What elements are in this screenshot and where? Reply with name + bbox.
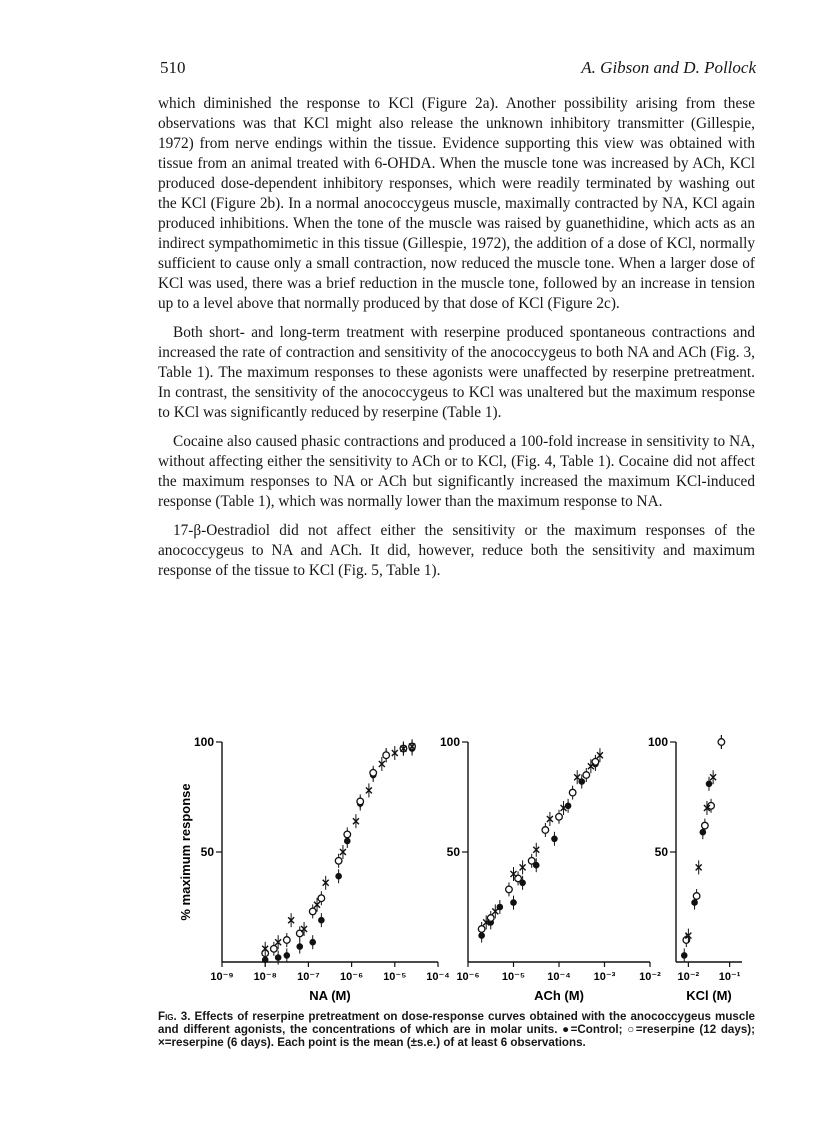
x-tick-label: 10⁻⁶ xyxy=(456,971,480,983)
control-point xyxy=(309,939,316,946)
reserpine-12d-point xyxy=(506,886,513,893)
reserpine-12d-point xyxy=(335,858,342,865)
body-text xyxy=(158,94,755,590)
control-point xyxy=(318,917,325,924)
running-head: A. Gibson and D. Pollock xyxy=(581,58,756,77)
paragraph-3: Cocaine also caused phasic contractions and produced a 100-fold increase in sensitivity to NA, without affecting either the sensitivity to ACh or to KCl, (Fig. 4, Table 1). Cocaine did not affect the maximum responses to NA or ACh but significantly increased the maximum KCl-induced response (Table 1), which was normally lower than the maximum response to NA. xyxy=(158,433,755,510)
x-axis-label: KCl (M) xyxy=(686,988,732,1003)
control-point xyxy=(510,899,517,906)
control-point xyxy=(275,954,282,961)
reserpine-12d-point xyxy=(318,895,325,902)
x-tick-label: 10⁻² xyxy=(639,971,661,983)
y-tick-label: 50 xyxy=(446,845,460,859)
paragraph-2: Both short- and long-term treatment with reserpine produced spontaneous contractions and increased the rate of contraction and sensitivity of the anococcygeus to both NA and ACh (Fig. 3, Table 1). The maximum responses to these agonists were unaffected by reserpine pretreatment. In contrast, the sensitivity of the anococcygeus to KCl was unaltered but the maximum response to KCl was significantly reduced by reserpine (Table 1). xyxy=(158,324,755,421)
x-tick-label: 10⁻⁹ xyxy=(210,971,234,983)
figure-caption xyxy=(158,1010,755,1049)
reserpine-12d-point xyxy=(693,893,700,900)
control-point xyxy=(335,873,342,880)
paragraph-1: which diminished the response to KCl (Figure 2a). Another possibility arising from these observations was that KCl might also release the unknown inhibitory transmitter (Gillespie, 1972) from nerve endings within the tissue. Evidence supporting this view was obtained with tissue from an animal treated with 6-OHDA. When the muscle tone was increased by ACh, KCl produced dose-dependent inhibitory responses, which were readily terminated by washing out the KCl (Figure 2b). In a normal anococcygeus muscle, maximally contracted by NA, KCl again produced inhibitions. When the tone of the muscle was raised by guanethidine, which acts as an indirect sympathomimetic in this tissue (Gillespie, 1972), the addition of a dose of KCl, normally sufficient to cause only a small contraction, now reduced the muscle tone. When a larger dose of KCl was used, there was a brief reduction in the muscle tone, followed by an increase in tension up to a level above that normally produced by that dose of KCl (Figure 2c). xyxy=(158,95,755,312)
control-point xyxy=(706,781,713,788)
reserpine-12d-point xyxy=(478,926,485,933)
y-tick-label: 100 xyxy=(439,735,460,749)
reserpine-12d-point xyxy=(569,789,576,796)
reserpine-12d-point xyxy=(344,831,351,838)
figure-3 xyxy=(150,728,766,1008)
reserpine-12d-point xyxy=(718,739,725,746)
x-tick-label: 10⁻⁵ xyxy=(383,971,407,983)
y-tick-label: 50 xyxy=(200,845,214,859)
caption-label: Fig. 3. xyxy=(158,1010,191,1023)
caption-text: Effects of reserpine pretreatment on dose-response curves obtained with the anococcygeus muscle and different agonists, the concentrations of which are in molar units. ●=Control; ○=reserpine (12 days); ×=reserpine (6 days). Each point is the mean (±s.e.) of at least 6 observations. xyxy=(158,1010,755,1049)
x-axis-label: NA (M) xyxy=(309,988,351,1003)
x-tick-label: 10⁻⁵ xyxy=(501,971,526,983)
control-point xyxy=(551,836,558,843)
y-axis-label: % maximum response xyxy=(178,783,193,921)
x-tick-label: 10⁻³ xyxy=(593,971,616,983)
reserpine-12d-point xyxy=(528,858,535,865)
paragraph-4: 17-β-Oestradiol did not affect either the sensitivity or the maximum responses of the anococcygeus to NA and ACh. It did, however, reduce both the sensitivity and maximum response of the tissue to KCl (Fig. 5, Table 1). xyxy=(158,522,755,579)
x-tick-label: 10⁻⁸ xyxy=(253,971,277,983)
reserpine-12d-point xyxy=(284,937,291,944)
x-tick-label: 10⁻¹ xyxy=(718,971,741,983)
reserpine-12d-point xyxy=(271,946,278,953)
x-axis-label: ACh (M) xyxy=(534,988,584,1003)
x-tick-label: 10⁻⁷ xyxy=(297,971,320,983)
page-number: 510 xyxy=(160,58,186,77)
control-point xyxy=(284,952,291,959)
reserpine-12d-point xyxy=(383,752,390,759)
reserpine-12d-point xyxy=(702,822,709,829)
reserpine-12d-point xyxy=(583,772,590,779)
y-tick-label: 50 xyxy=(654,845,668,859)
x-tick-label: 10⁻⁴ xyxy=(547,971,571,983)
figure-3-chart xyxy=(150,728,766,1008)
control-point xyxy=(296,943,303,950)
control-point xyxy=(681,952,688,959)
x-tick-label: 10⁻⁴ xyxy=(426,971,450,983)
x-tick-label: 10⁻⁶ xyxy=(340,971,364,983)
reserpine-12d-point xyxy=(370,770,377,777)
reserpine-12d-point xyxy=(309,908,316,915)
x-tick-label: 10⁻² xyxy=(677,971,700,983)
reserpine-12d-point xyxy=(556,814,563,821)
reserpine-12d-point xyxy=(542,827,549,834)
y-tick-label: 100 xyxy=(647,735,668,749)
reserpine-12d-point xyxy=(357,798,364,805)
y-tick-label: 100 xyxy=(193,735,214,749)
